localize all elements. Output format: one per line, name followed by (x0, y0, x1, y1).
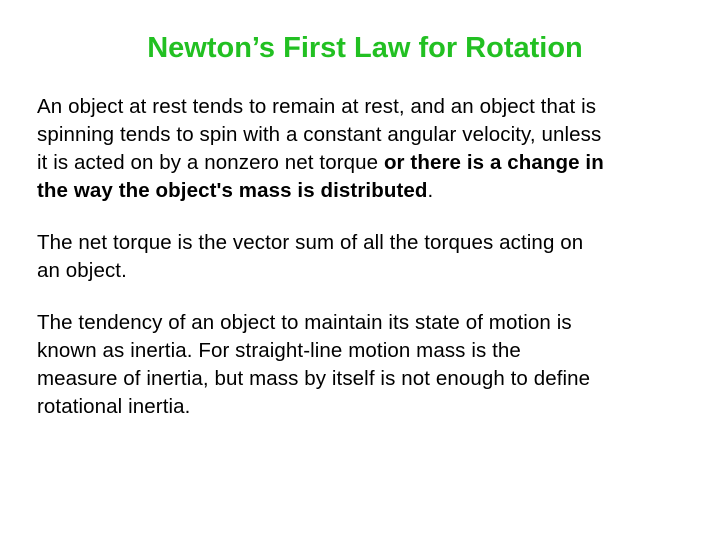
paragraph-line: The net torque is the vector sum of all the torques acting on (37, 231, 584, 254)
slide-body (37, 93, 707, 445)
paragraph-line: measure of inertia, but mass by itself is not enough to define (37, 367, 591, 390)
paragraph-line: The tendency of an object to maintain its state of motion is (37, 311, 572, 334)
paragraph-text: it is acted on by a nonzero net torque (37, 151, 384, 174)
paragraph-first-law (37, 93, 707, 205)
emphasis-text: or there is a change in (383, 151, 604, 174)
paragraph-net-torque (37, 229, 707, 285)
paragraph-line: An object at rest tends to remain at rest, and an object that is (37, 95, 597, 118)
slide-title: Newton’s First Law for Rotation (147, 32, 583, 64)
paragraph-line: rotational inertia. (37, 395, 191, 418)
paragraph-text: . (427, 179, 434, 202)
paragraph-line: known as inertia. For straight-line motion mass is the (37, 339, 521, 362)
paragraph-line (37, 149, 707, 177)
paragraph-inertia (37, 309, 707, 421)
paragraph-line: an object. (37, 259, 127, 282)
paragraph-line: spinning tends to spin with a constant angular velocity, unless (37, 123, 602, 146)
emphasis-text: the way the object's mass is distributed (37, 179, 428, 202)
paragraph-line (37, 177, 707, 205)
